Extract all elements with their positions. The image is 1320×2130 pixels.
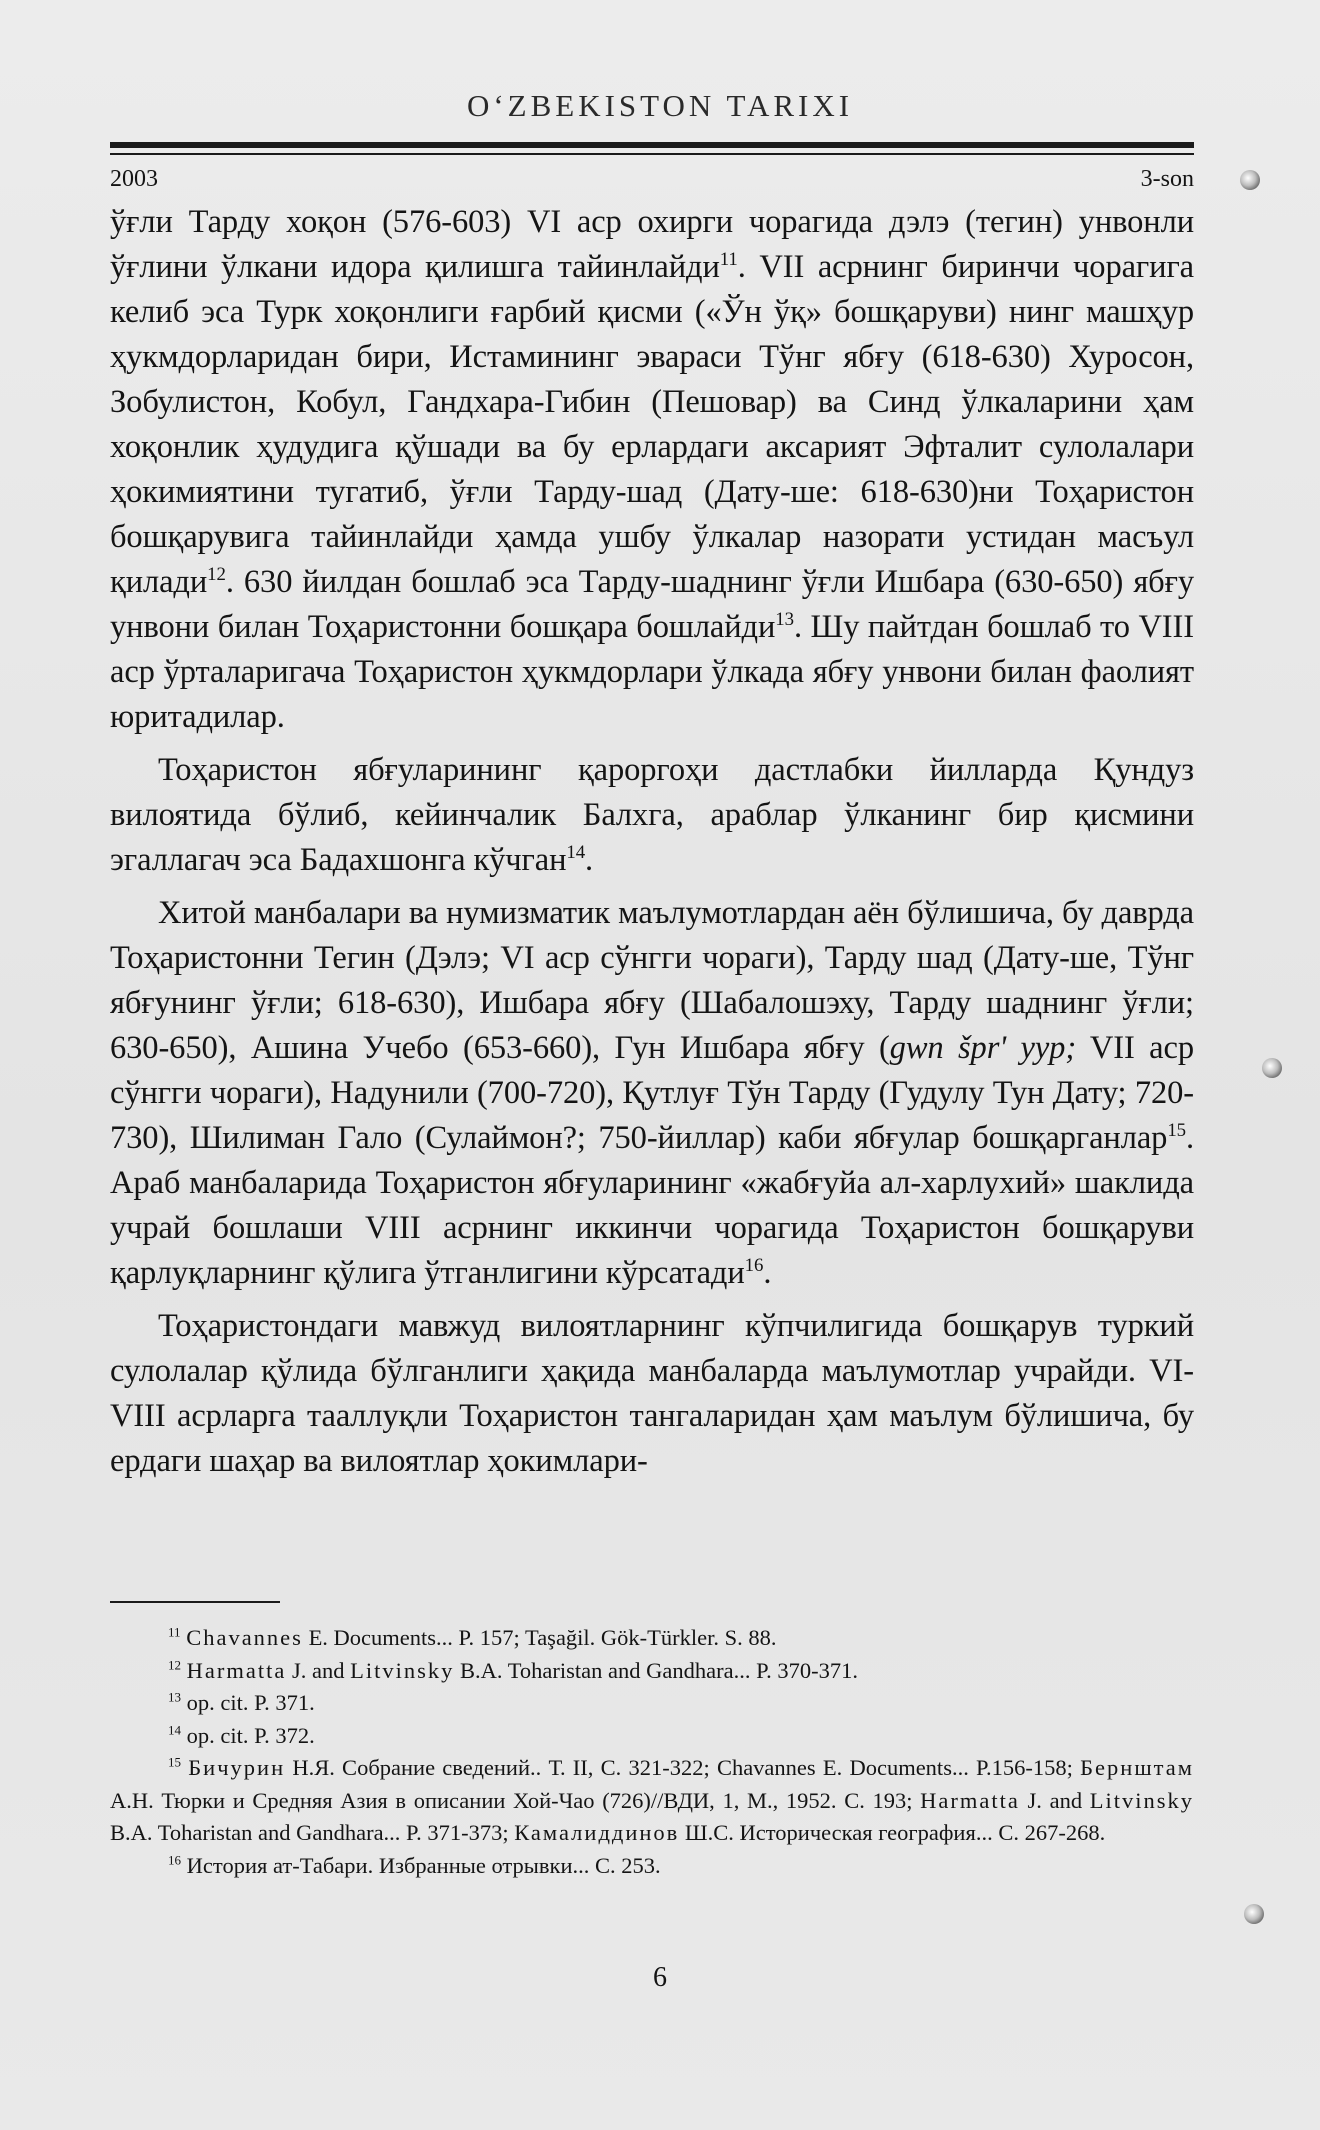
footnote-13: $^{13}$ op. cit. P. 371.	[168, 1689, 315, 1715]
footnote-separator	[110, 1601, 280, 1603]
footnote-ref: 14	[566, 842, 586, 864]
footnote-ref: 11	[719, 249, 738, 271]
punch-hole-top	[1240, 170, 1260, 190]
issue-year: 2003	[110, 166, 158, 192]
paragraph-1: ўғли Тарду хоқон (576-603) VI аср охирги чорагида дэлэ (тегин) унвонли ўғлини ўлкани идора қилишга тайинлайди$^{11}$. VII асрнинг биринчи чорагига келиб эса Турк хоқонлиги ғарбий қисми («Ўн ўқ» бошқаруви) нинг машҳур ҳукмдорларидан бири, Истамининг эвараси Тўнг ябғу (618-630) Хуросон, Зобулистон, Кобул, Гандхара-Гибин (Пешовар) ва Синд ўлкаларини ҳам хоқонлик ҳудудига қўшади ва бу ерлардаги аксарият Эфталит сулолалари ҳокимиятини тугатиб, ўғли Тарду-шад (Дату-ше: 618-630)ни Тоҳаристон бошқарувига тайинлайди ҳамда ушбу ўлкалар назорати устидан масъул қилади$^{12}$. 630 йилдан бошлаб эса Тарду-шаднинг ўғли Ишбара (630-650) ябғу унвони билан Тоҳаристонни бошқара бошлайди$^{13}$. Шу пайтдан бошлаб то VIII аср ўрталаригача Тоҳаристон ҳукмдорлари ўлкада ябғу унвони билан фаолият юритадилар.	[110, 204, 1194, 735]
footnote-ref: 16	[744, 1255, 764, 1277]
punch-hole-middle	[1262, 1058, 1282, 1078]
issue-number: 3-son	[1140, 166, 1194, 192]
footnote-ref: 15	[1167, 1120, 1186, 1142]
header-rule-thin	[110, 153, 1194, 155]
footnote-16: $^{16}$ История ат-Табари. Избранные отрывки... С. 253.	[168, 1852, 661, 1878]
footnotes	[110, 1622, 1194, 1882]
footnote-12: $^{12}$ Harmatta J. and Litvinsky B.A. Toharistan and Gandhara... P. 370-371.	[168, 1657, 858, 1683]
punch-hole-bottom	[1244, 1904, 1264, 1924]
paragraph-4: Тоҳаристондаги мавжуд вилоятларнинг кўпчилигида бошқарув туркий сулолалар қўлида бўлганлиги ҳақида манбаларда маълумотлар учрайди. VI-VIII асрларга таaллуқли Тоҳаристон тангаларидан ҳам маълум бўлишича, бу ердаги шаҳар ва вилоятлар ҳокимлари-	[110, 1308, 1194, 1479]
footnote-11: $^{11}$ Chavannes E. Documents... P. 157; Taşağil. Gök-Türkler. S. 88.	[168, 1624, 777, 1650]
footnote-ref: 12	[207, 564, 226, 586]
footnote-14: $^{14}$ op. cit. P. 372.	[168, 1722, 315, 1748]
page-number: 6	[653, 1962, 667, 1993]
header-rule-thick	[110, 142, 1194, 148]
journal-title: O‘ZBEKISTON TARIXI	[466, 88, 854, 123]
paragraph-2: Тоҳаристон ябғуларининг қароргоҳи дастлабки йилларда Қундуз вилоятида бўлиб, кейинчалик Балхга, араблар ўлканинг бир қисмини эгаллагач эса Бадахшонга кўчган$^{14}$.	[110, 752, 1194, 878]
footnote-ref: 13	[775, 609, 794, 631]
paragraph-3: Хитой манбалари ва нумизматик маълумотлардан аён бўлишича, бу даврда Тоҳаристонни Тегин (Дэлэ; VI аср сўнгги чораги), Тарду шад (Дату-ше, Тўнг ябғунинг ўғли; 618-630), Ишбара ябғу (Шабалошэху, Тарду шаднинг ўғли; 630-650), Ашина Учебо (653-660), Гун Ишбара ябғу (gwn špr' yyp; VII аср сўнгги чораги), Надунили (700-720), Қутлуғ Тўн Тарду (Гудулу Тун Дату; 720-730), Шилиман Гало (Сулаймон?; 750-йиллар) каби ябғулар бошқарганлар$^{15}$. Араб манбаларида Тоҳаристон ябғуларининг «жабғуйа ал-харлухий» шаклида учрай бошлаши VIII асрнинг иккинчи чорагида Тоҳаристон бошқаруви қарлуқларнинг қўлига ўтганлигини кўрсатади$^{16}$.	[110, 895, 1194, 1291]
article-body	[110, 200, 1194, 1484]
footnote-15: $^{15}$ Бичурин Н.Я. Собрание сведений.. Т. II, С. 321-322; Chavannes E. Documents... P.156-158; Бернштам А.Н. Тюрки и Средняя Азия в описании Хой-Чао (726)//ВДИ, 1, М., 1952. С. 193; Harmatta J. and Litvinsky B.A. Toharistan and Gandhara... P. 371-373; Камалиддинов Ш.С. Историческая география... С. 267-268.	[110, 1754, 1195, 1845]
